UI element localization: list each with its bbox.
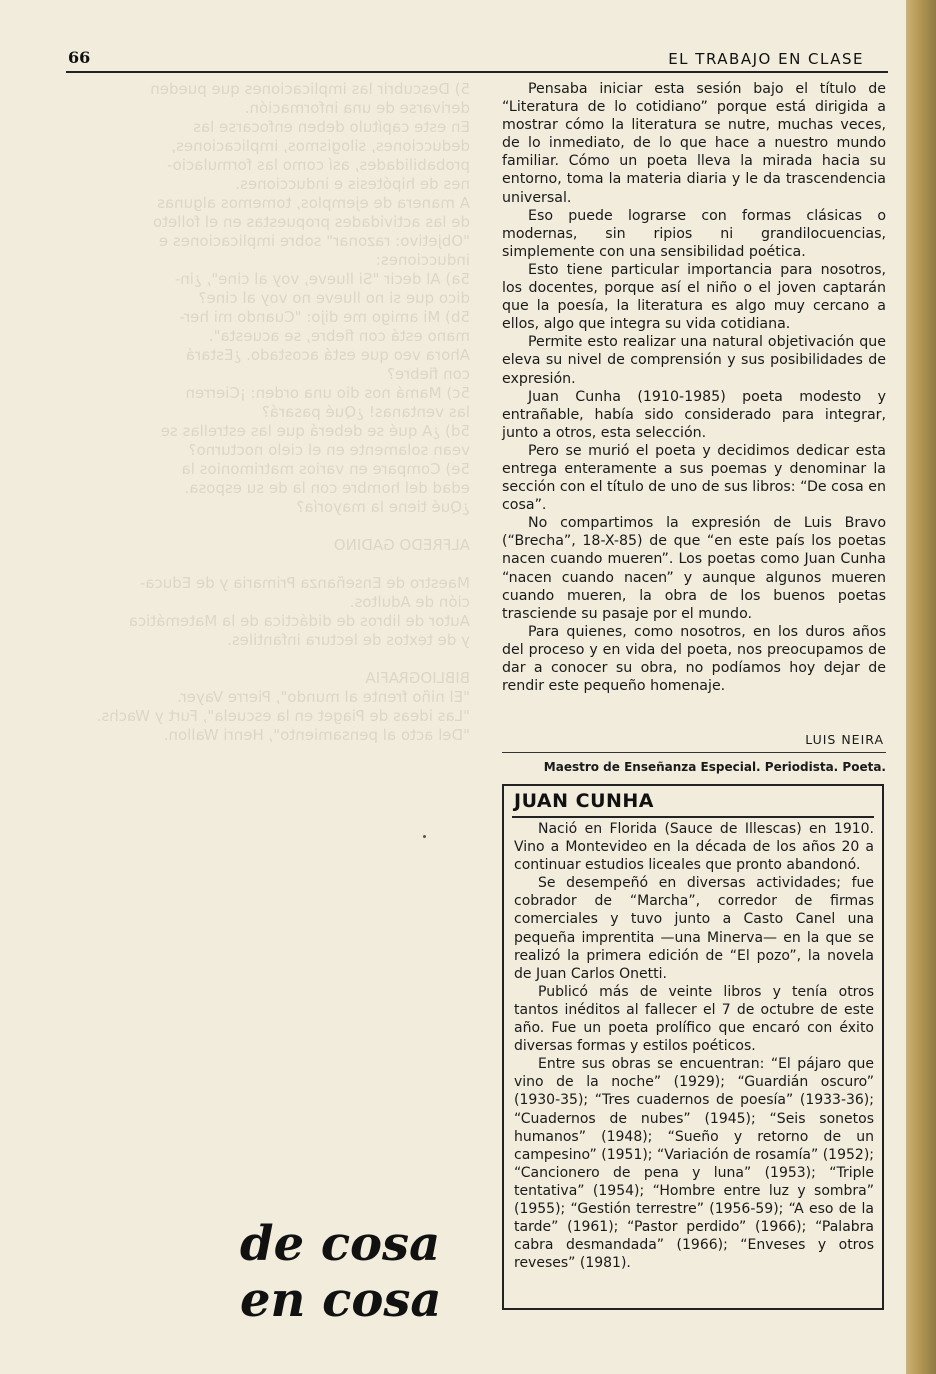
- page-number: 66: [68, 48, 91, 67]
- show-through-text: 5) Descubrir las implicaciones que pueden derivarse de una información. En este capítulo deben enfocarse las deducciones, silogismos, implicaciones, probabilidades, así como las formulacio- nes de hipótesis e inducciones. A manera de ejemplos, tomemos algunas de las actividades propuestas en el folleto "Objetivo: razonar" sobre implicaciones e inducciones: 5a) Al decir "Si llueve, voy al cine", ¿in- dico que si no llueve no voy al cine? 5b) Mi amigo me dijo: "Cuando mi her- mano está con fiebre, se acuesta". Ahora veo que está acostado. ¿Estará con fiebre? 5c) Mamá nos dio una orden: ¡Cierren las ventanas! ¿Qué pasará? 5d) ¿A qué se deberá que las estrellas se vean solamente en el cielo nocturno? 5e) Compare en varios matrimonios la edad del hombre con la de su esposa. ¿Qué tiene la mayoría? ALFREDO GADINO Maestro de Enseñanza Primaria y de Educa- ción de Adultos. Autor de libros de didáctica de la Matemática y de textos de lectura infantiles. BIBLIOGRAFIA "El niño frente al mundo", Pierre Vayer. "Las ideas de Piaget en la escuela", Furt y Wachs. "Del acto al pensamiento", Henri Wallon.: [96, 80, 470, 744]
- biography-title: JUAN CUNHA: [514, 790, 655, 812]
- article-paragraph: No compartimos la expresión de Luis Bravo (“Brecha”, 18-X-85) de que “en este país los poetas nacen cuando mueren”. Los poetas como Juan Cunha “nacen cuando nacen” y aunque algunos mueren cuando mueren, la obra de los buenos poetas trasciende su pasaje por el mundo.: [502, 515, 886, 622]
- biography-title-rule: [512, 816, 874, 818]
- biography-paragraph: Nació en Florida (Sauce de Illescas) en 1910. Vino a Montevideo en la década de los años 20 a continuar estudios liceales que pronto abandonó.: [514, 821, 874, 874]
- article-paragraph: Para quienes, como nosotros, en los duros años del proceso y en vida del poeta, nos preocupamos de dar a conocer su obra, no podíamos hoy dejar de rendir este pequeño homenaje.: [502, 623, 886, 695]
- article-paragraph: Juan Cunha (1910-1985) poeta modesto y entrañable, había sido considerado para integrar, junto a otros, esta selección.: [502, 388, 886, 441]
- biography-paragraph: Se desempeñó en diversas actividades; fue cobrador de “Marcha”, corredor de firmas comerciales y tuvo junto a Casto Canel una pequeña imprentita —una Minerva— en la que se realizó la primera edición de “El pozo”, la novela de Juan Carlos Onetti.: [514, 875, 874, 982]
- print-speck: [423, 835, 426, 838]
- article-paragraph: Permite esto realizar una natural objetivación que eleva su nivel de comprensión y sus posibilidades de expresión.: [502, 334, 886, 387]
- biography-paragraph: Entre sus obras se encuentran: “El pájaro que vino de la noche” (1929); “Guardián oscuro” (1930-35); “Tres cuadernos de poesía” (1933-36); “Cuadernos de nubes” (1945); “Seis sonetos humanos” (1948); “Sueño y retorno de un campesino” (1951); “Variación de rosamía” (1952); “Cancionero de pena y luna” (1953); “Triple tentativa” (1954); “Hombre entre luz y sombra” (1955); “Gestión terrestre” (1956-59); “A eso de la tarde” (1961); “Pastor perdido” (1966); “Palabra cabra desmandada” (1966); “Enveses y otros reveses” (1981).: [514, 1056, 874, 1272]
- section-title-line1: de cosa: [240, 1216, 441, 1272]
- article-paragraph: Esto tiene particular importancia para nosotros, los docentes, porque así el niño o el joven captarán que la poesía, la literatura es algo muy cercano a ellos, algo que integra su vida cotidiana.: [502, 261, 886, 333]
- book-spine: [906, 0, 936, 1374]
- article-body: [502, 80, 886, 695]
- section-title: [240, 1216, 442, 1328]
- biography-paragraph: Publicó más de veinte libros y tenía otros tantos inéditos al fallecer el 7 de octubre de este año. Fue un poeta prolífico que encaró con éxito diversas formas y estilos poéticos.: [514, 983, 874, 1055]
- header-rule: [66, 71, 888, 73]
- biography-box: [502, 784, 884, 1310]
- author-signature: LUIS NEIRA: [805, 732, 884, 747]
- signature-rule: [502, 752, 886, 753]
- biography-text: [514, 820, 874, 1272]
- article-paragraph: Pensaba iniciar esta sesión bajo el título de “Literatura de lo cotidiano” porque está dirigida a mostrar cómo la literatura se nutre, muchas veces, de lo inmediato, de lo que hace a nuestro mundo familiar. Cómo un poeta lleva la mirada hacia su entorno, toma la materia diaria y le da trascendencia universal.: [502, 81, 886, 206]
- author-role: Maestro de Enseñanza Especial. Periodista. Poeta.: [543, 760, 886, 774]
- section-title-line2: en cosa: [240, 1272, 442, 1328]
- running-head: EL TRABAJO EN CLASE: [668, 50, 864, 68]
- article-paragraph: Pero se murió el poeta y decidimos dedicar esta entrega enteramente a sus poemas y denominar la sección con el título de uno de sus libros: “De cosa en cosa”.: [502, 442, 886, 514]
- article-paragraph: Eso puede lograrse con formas clásicas o modernas, sin ripios ni grandilocuencias, simplemente con una sensibilidad poética.: [502, 207, 886, 260]
